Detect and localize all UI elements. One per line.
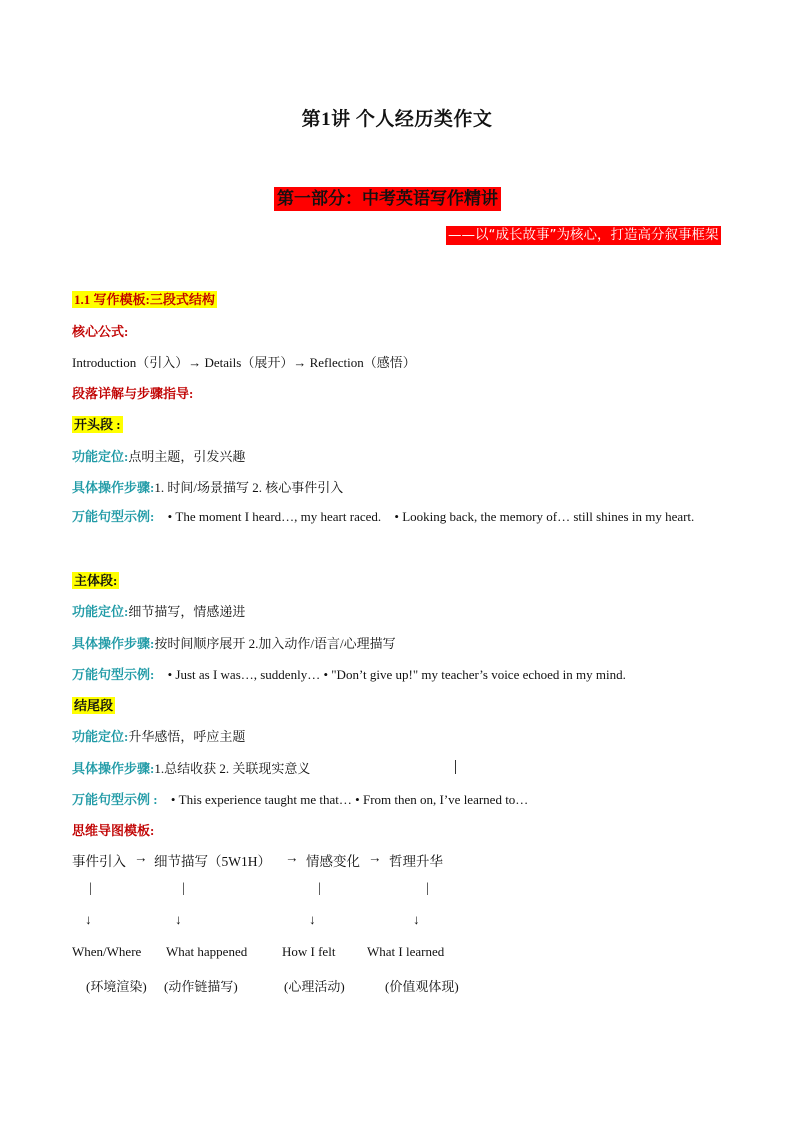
mindmap-down-arrow-3: ↓ [309, 912, 316, 927]
mindmap-bar-2: | [182, 880, 185, 895]
mindmap-arrow-row [0, 912, 794, 932]
opening-steps-label: 具体操作步骤: [72, 480, 155, 495]
core-formula-label: 核心公式: [72, 324, 129, 339]
mindmap-node-details: 细节描写（5W1H） [154, 854, 271, 869]
ending-function: 升华感悟，呼应主题 [128, 729, 246, 744]
ending-examples-label: 万能句型示例 : [72, 792, 158, 807]
body-function: 细节描写，情感递进 [128, 604, 246, 619]
mindmap-english-row [0, 944, 794, 964]
ending-examples-row [72, 789, 528, 808]
body-steps: 按时间顺序展开 2.加入动作/语言/心理描写 [154, 636, 396, 651]
body-example-1: • Just as I was…, suddenly… • "Don’t give up!" my teacher’s voice echoed in my mind. [167, 667, 626, 682]
body-examples-row [72, 664, 626, 683]
opening-heading-wrap [72, 414, 123, 433]
opening-function-row [72, 446, 245, 465]
mindmap-zh-4: (价值观体现) [385, 979, 459, 994]
mindmap-arrow-1: → [134, 850, 148, 865]
mindmap-zh-2: (动作链描写) [164, 979, 238, 994]
body-examples-label: 万能句型示例: [72, 667, 155, 682]
body-heading-wrap [72, 570, 119, 589]
mindmap-node-event: 事件引入 [72, 854, 126, 869]
ending-steps: 1.总结收获 2. 关联现实意义 [154, 761, 311, 776]
ending-function-row [72, 726, 245, 745]
body-heading: 主体段: [74, 573, 118, 588]
ending-steps-row [72, 758, 310, 777]
opening-steps: 1. 时间/场景描写 2. 核心事件引入 [154, 480, 344, 495]
mindmap-label: 思维导图模板: [72, 823, 155, 838]
body-steps-row [72, 633, 396, 652]
opening-function-label: 功能定位: [72, 449, 129, 464]
mindmap-down-arrow-1: ↓ [85, 912, 92, 927]
part-banner: 第一部分：中考英语写作精讲 [274, 187, 501, 211]
mindmap-chinese-row [0, 976, 794, 996]
body-function-label: 功能定位: [72, 604, 129, 619]
section-heading: 1.1 写作模板:三段式结构 [74, 292, 215, 307]
text-cursor [455, 760, 456, 774]
mindmap-en-1: When/Where [72, 944, 142, 959]
opening-function: 点明主题，引发兴趣 [128, 449, 246, 464]
mindmap-node-emotion: 情感变化 [306, 854, 360, 869]
mindmap-zh-1: (环境渲染) [86, 979, 147, 994]
body-function-row [72, 601, 245, 620]
mindmap-bar-3: | [318, 880, 321, 895]
opening-example-1: • The moment I heard…, my heart raced. [167, 509, 382, 524]
mindmap-bar-4: | [426, 880, 429, 895]
core-formula: Introduction（引入）→ Details（展开）→ Reflection（感悟） [72, 355, 416, 370]
ending-heading-wrap [72, 695, 115, 714]
page-title: 第1讲 个人经历类作文 [301, 109, 493, 130]
body-steps-label: 具体操作步骤: [72, 636, 155, 651]
ending-heading: 结尾段 [74, 698, 114, 713]
ending-function-label: 功能定位: [72, 729, 129, 744]
ending-steps-label: 具体操作步骤: [72, 761, 155, 776]
opening-heading: 开头段 : [74, 417, 121, 432]
opening-example-2: • Looking back, the memory of… still shines in my heart. [394, 509, 695, 524]
part-subbanner: ——以“成长故事”为核心，打造高分叙事框架 [448, 227, 719, 243]
guide-label: 段落详解与步骤指导: [72, 386, 194, 401]
mindmap-en-2: What happened [166, 944, 248, 959]
opening-examples-label: 万能句型示例: [72, 509, 155, 524]
mindmap-bar-row [0, 880, 794, 900]
mindmap-arrow-3: → [368, 850, 382, 865]
section-heading-wrap [72, 289, 217, 308]
mindmap-flow-row [0, 850, 794, 870]
mindmap-arrow-2: → [285, 850, 299, 865]
opening-examples-block [72, 501, 722, 532]
mindmap-down-arrow-4: ↓ [413, 912, 420, 927]
mindmap-en-3: How I felt [282, 944, 336, 959]
mindmap-bar-1: | [89, 880, 92, 895]
mindmap-en-4: What I learned [367, 944, 445, 959]
mindmap-down-arrow-2: ↓ [175, 912, 182, 927]
opening-steps-row [72, 477, 343, 496]
mindmap-node-reflection: 哲理升华 [389, 854, 443, 869]
mindmap-zh-3: (心理活动) [284, 979, 345, 994]
ending-example-1: • This experience taught me that… • From then on, I’ve learned to… [170, 792, 529, 807]
